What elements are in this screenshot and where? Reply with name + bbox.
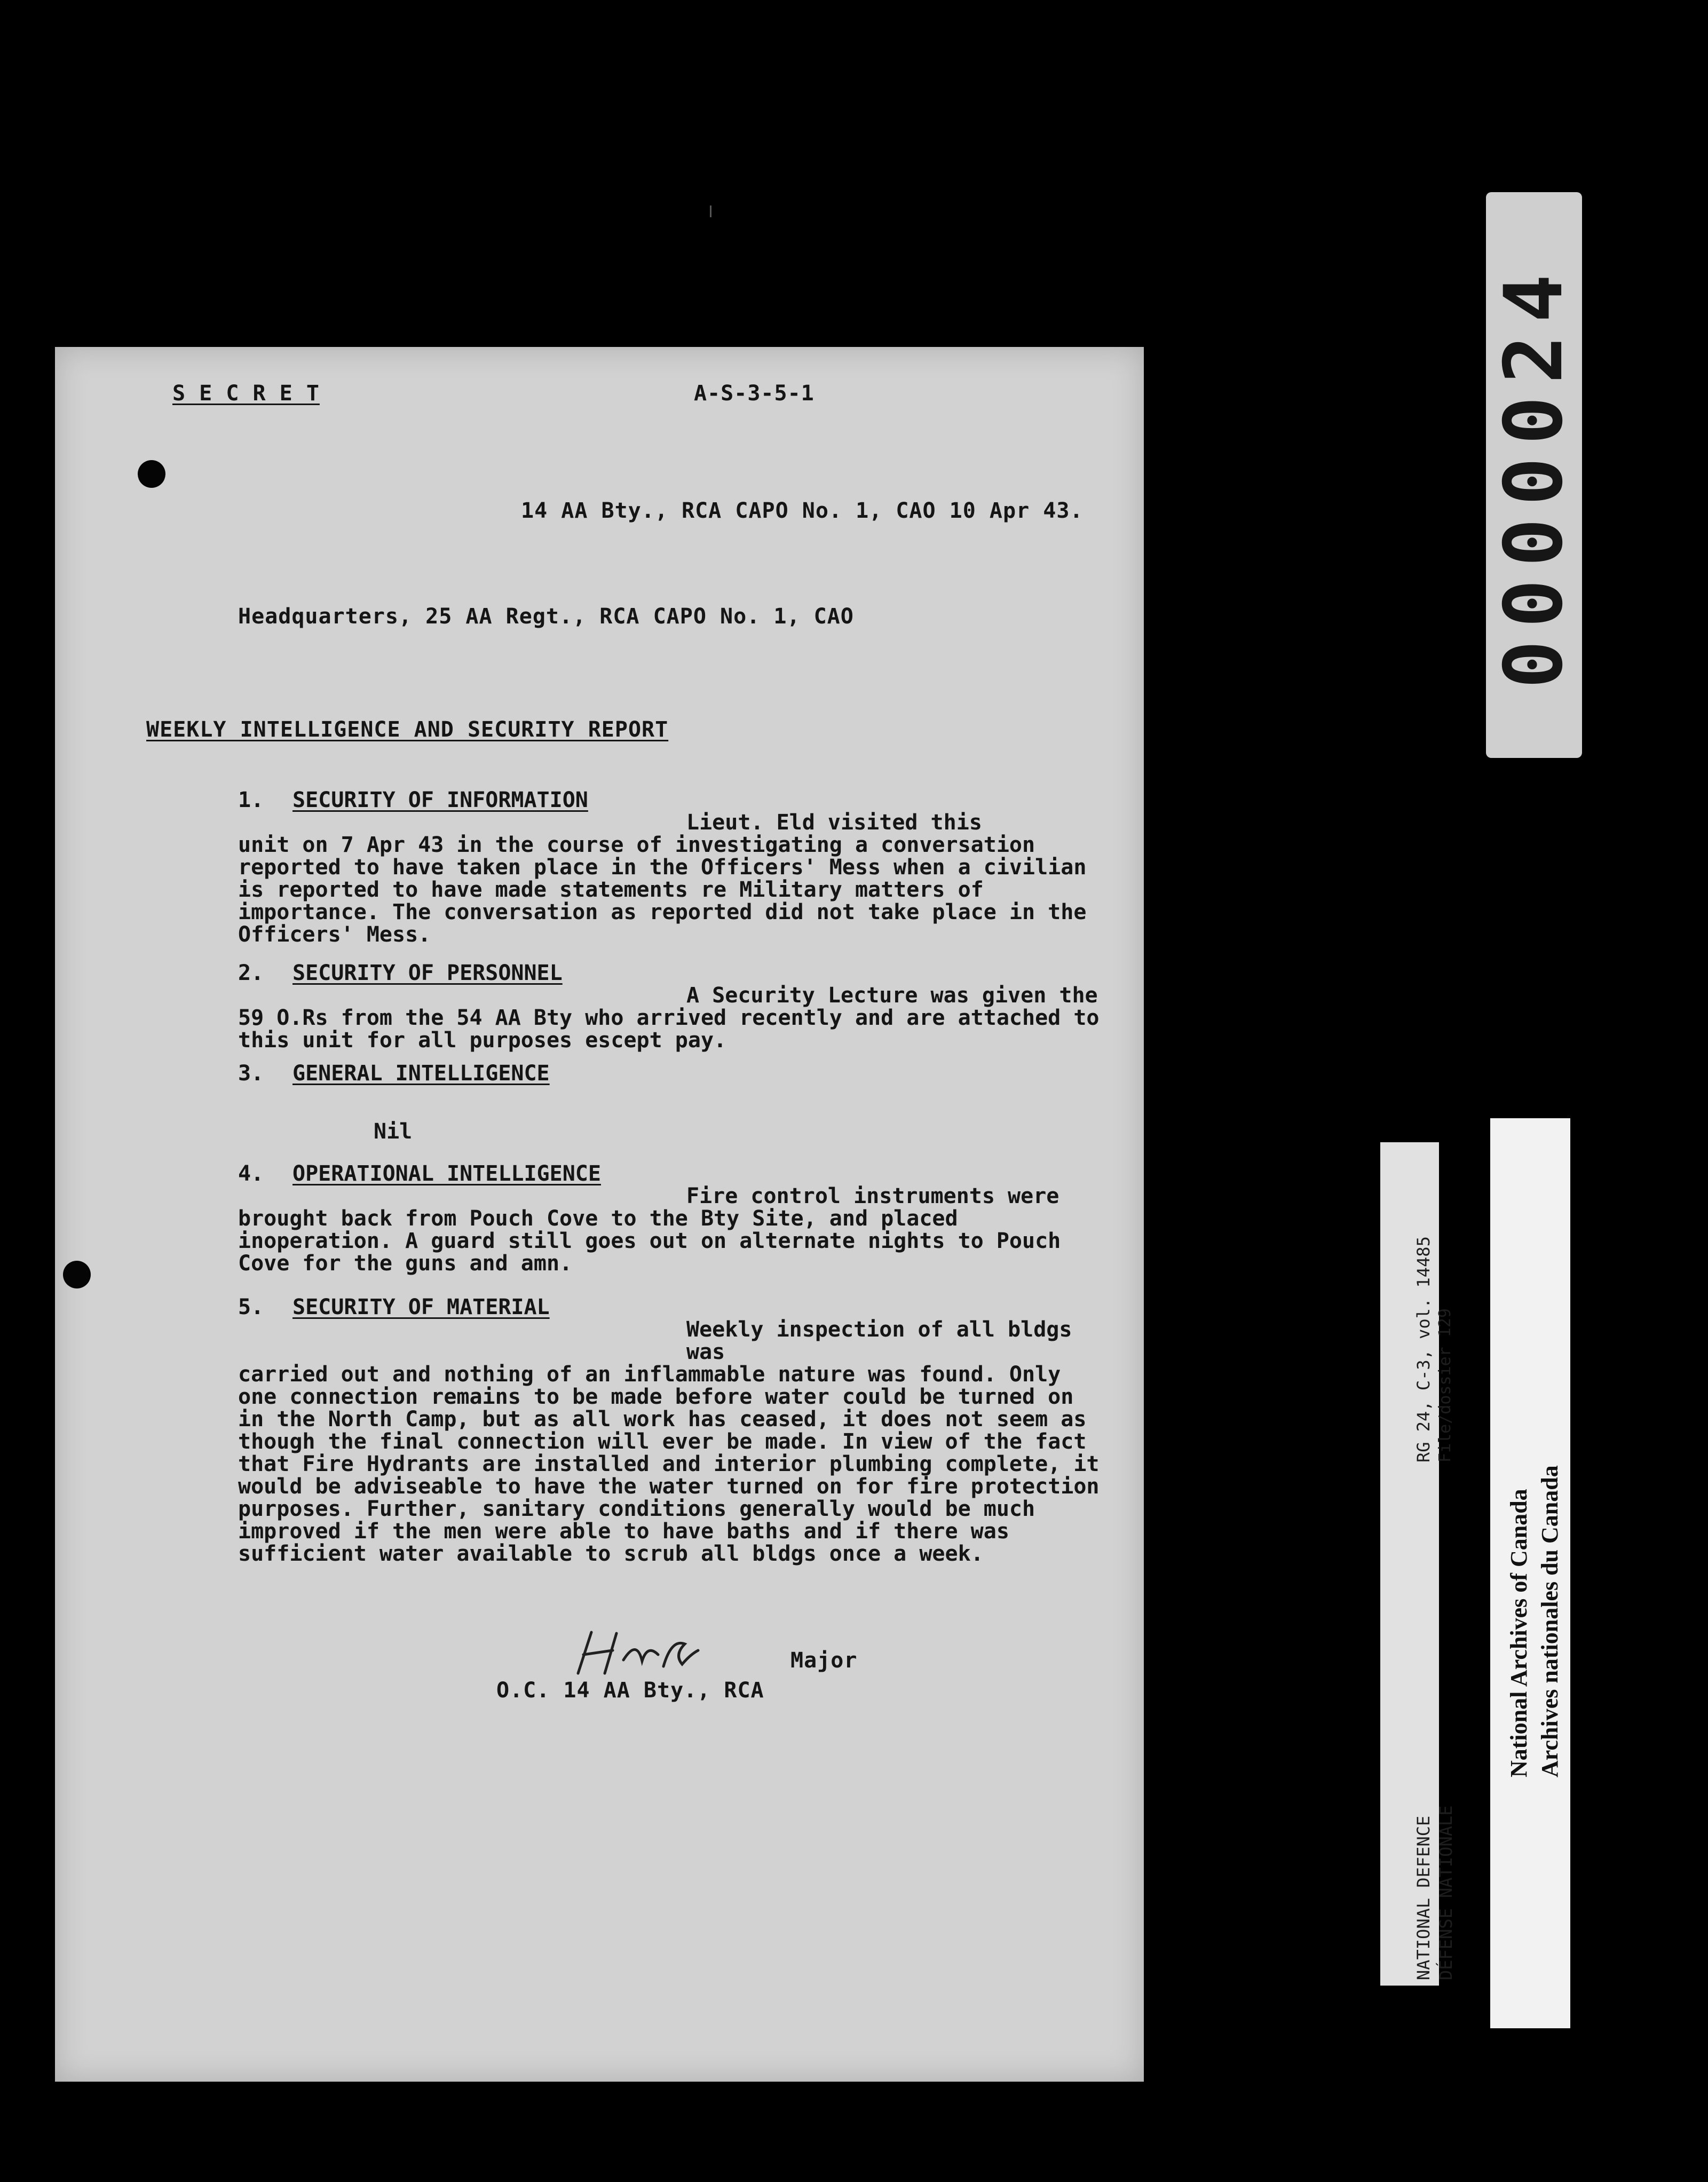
signature-rank: Major	[790, 1648, 858, 1673]
section-number: 2.	[238, 961, 264, 985]
signature-title: O.C. 14 AA Bty., RCA	[496, 1678, 764, 1703]
frame-counter-number: 0000024	[1488, 261, 1580, 689]
sender-line: 10 Apr 43.	[949, 499, 1084, 523]
sender-line: 14 AA Bty., RCA	[521, 499, 722, 523]
recipient-line: Headquarters,	[238, 604, 413, 629]
section-heading: GENERAL INTELLIGENCE	[292, 1061, 550, 1086]
section-body: unit on 7 Apr 43 in the course of investigating a conversation reported to have taken place in the Officers' Mess when a civilian is reported to have made statements re Military matters of importance. The conversation as reported did not take place in the Officers' Mess.	[238, 833, 1087, 947]
section-lead: Fire control instruments were	[686, 1184, 1059, 1208]
section-lead: Lieut. Eld visited this	[686, 810, 982, 835]
section-number: 1.	[238, 788, 264, 812]
department-name: DÉFENSE NATIONALE	[1436, 1805, 1456, 1980]
section-security-of-information	[238, 789, 1103, 946]
section-body: 59 O.Rs from the 54 AA Bty who arrived recently and are attached to this unit for all purposes escept pay.	[238, 1006, 1100, 1053]
section-body: brought back from Pouch Cove to the Bty Site, and placed inoperation. A guard still goes out on alternate nights to Pouch Cove for the guns and amn.	[238, 1206, 1061, 1276]
section-number: 4.	[238, 1161, 264, 1186]
sender-line: CAPO No. 1, CAO	[735, 499, 936, 523]
frame-counter	[1486, 192, 1582, 758]
sender-address	[521, 500, 1083, 523]
section-security-of-personnel	[238, 962, 1103, 1052]
section-lead: Weekly inspection of all bldgs was	[686, 1317, 1072, 1364]
archive-name-en: National Archives of Canada	[1506, 1489, 1532, 1777]
department-name: NATIONAL DEFENCE	[1413, 1815, 1434, 1980]
handwritten-signature	[567, 1623, 717, 1681]
section-number: 5.	[238, 1295, 264, 1319]
section-security-of-material	[238, 1296, 1103, 1565]
recipient-address	[238, 605, 854, 628]
scan-mark	[710, 205, 711, 217]
reference-line: File/dossier 129	[1436, 1308, 1454, 1462]
section-lead: A Security Lecture was given the	[686, 983, 1098, 1008]
section-heading: SECURITY OF INFORMATION	[292, 788, 588, 812]
section-heading: SECURITY OF PERSONNEL	[292, 961, 563, 985]
punch-hole	[138, 460, 165, 488]
archive-name-fr: Archives nationales du Canada	[1537, 1465, 1563, 1777]
memo-page	[55, 347, 1144, 2082]
report-title: WEEKLY INTELLIGENCE AND SECURITY REPORT	[146, 717, 669, 742]
classification-heading: S E C R E T	[172, 381, 320, 406]
file-reference: A-S-3-5-1	[694, 381, 815, 406]
section-nil: Nil	[374, 1119, 413, 1144]
reference-line: RG 24, C-3, vol. 14485	[1413, 1236, 1434, 1462]
section-operational-intelligence	[238, 1163, 1103, 1275]
recipient-line: 25 AA Regt., RCA	[425, 604, 640, 629]
section-heading: SECURITY OF MATERIAL	[292, 1295, 550, 1319]
section-number: 3.	[238, 1061, 264, 1086]
section-general-intelligence	[238, 1062, 1103, 1085]
section-heading: OPERATIONAL INTELLIGENCE	[292, 1161, 601, 1186]
section-body: carried out and nothing of an inflammable nature was found. Only one connection remains to be made before water could be turned on in the North Camp, but as all work has ceased, it does not seem as though the final connection will ever be made. In view of the fact that Fire Hydrants are installed and interior plumbing complete, it would be adviseable to have the water turned on for fire protection purposes. Further, sanitary conditions generally would be much improved if the men were able to have baths and if there was sufficient water available to scrub all bldgs once a week.	[238, 1362, 1100, 1566]
recipient-line: CAPO No. 1, CAO	[653, 604, 854, 629]
punch-hole	[63, 1261, 91, 1288]
